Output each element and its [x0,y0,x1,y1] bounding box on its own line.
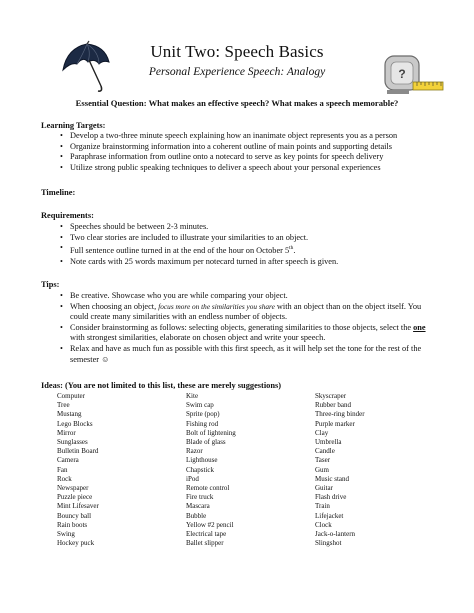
list-item: Ballet slipper [186,539,224,548]
page-subtitle: Personal Experience Speech: Analogy [148,66,326,78]
list-item: • Note cards with 25 words maximum per notecard turned in after speech is given. [60,257,440,268]
list-item: Computer [57,392,85,400]
list-item: Lego Blocks [57,419,93,428]
list-item: Sprite (pop) [186,410,220,419]
tip-strong: one [413,322,426,332]
list-item: Swim cap [186,401,214,410]
list-item: Rain boots [57,520,88,529]
tips-heading: Tips: [41,280,60,289]
list-item: Chapstick [186,465,214,474]
ideas-column-1 [57,392,99,548]
list-item: Rock [57,474,72,483]
list-item [60,243,440,256]
list-item: Newspaper [57,484,89,493]
list-item: Mascara [186,502,210,511]
list-item: Flash drive [315,493,347,502]
list-item: Gum [315,465,329,474]
list-item: Fan [57,465,68,474]
list-item: Camera [57,456,79,465]
ideas-column-2 [186,392,236,548]
requirements-heading: Requirements: [41,211,94,220]
list-item: Train [315,502,330,511]
list-item: Electrical tape [186,530,227,539]
list-item: Candle [315,447,335,456]
list-item: Tree [57,401,70,410]
list-item: Blade of glass [186,438,226,447]
list-item: • Paraphrase information from outline onto a notecard to serve as key points for speech delivery [60,152,440,163]
list-item: • Organize brainstorming information into a coherent outline of main points and supporting details [60,142,440,153]
ideas-heading: Ideas: (You are not limited to this list, these are merely suggestions) [41,381,282,390]
list-item: iPod [186,474,199,483]
list-item: Swing [57,530,75,539]
tips-list [60,291,440,365]
list-item: Razor [186,447,203,456]
list-item: Lighthouse [186,456,218,465]
list-item: • Utilize strong public speaking techniques to deliver a speech about your personal experiences [60,163,440,174]
list-item: Bouncy ball [57,511,92,520]
list-item: Lifejacket [315,511,344,520]
ideas-column-3 [315,392,365,548]
list-item: Guitar [315,484,333,493]
list-item: Three-ring binder [315,410,365,419]
list-item [60,302,440,323]
page-title: Unit Two: Speech Basics [150,42,324,61]
list-item: Music stand [315,474,350,483]
list-item [60,323,440,344]
ordinal-suffix: th [289,245,294,252]
list-item: Sunglasses [57,438,88,447]
list-item: Bolt of lightening [186,428,236,437]
list-item: Puzzle piece [57,493,93,502]
requirement-end: . [293,245,296,255]
list-item: Fire truck [186,493,214,502]
list-item: Kite [186,392,199,400]
list-item: Rubber band [315,401,351,410]
list-item: Yellow #2 pencil [186,520,234,529]
list-item: • Be creative. Showcase who you are while comparing your object. [60,291,440,302]
list-item: Mint Lifesaver [57,502,99,511]
tip-text: with an object than on the object itself. You could create many similarities with an endless number of objects. [70,301,422,322]
list-item: Clay [315,428,329,437]
svg-text:?: ? [398,67,406,81]
list-item: Purple marker [315,419,355,428]
list-item: Remote control [186,484,230,493]
tip-text: Consider brainstorming as follows: selecting objects, generating similarities to those objects, select the [70,322,414,332]
list-item: Umbrella [315,438,342,447]
tip-text: with strongest similarities, elaborate on chosen object and write your speech. [70,333,326,343]
list-item: Mustang [57,410,82,419]
list-item: Slingshot [315,539,342,548]
list-item: • Relax and have as much fun as possible with this first speech, as it will help set the tone for the rest of the semester ☺ [60,344,440,365]
list-item: Taser [315,456,331,465]
list-item: Hockey puck [57,539,95,548]
list-item: • Speeches should be between 2-3 minutes. [60,222,440,233]
list-item: Bubble [186,511,207,520]
list-item: Bulletin Board [57,447,99,456]
list-item: Fishing rod [186,419,219,428]
requirements-list [60,222,440,267]
essential-question: Essential Question: What makes an effective speech? What makes a speech memorable? [75,98,399,108]
tip-text: When choosing an object, [70,301,159,311]
list-item: Mirror [57,428,76,437]
list-item: • Develop a two-three minute speech explaining how an inanimate object represents you as a person [60,131,440,142]
list-item: Jack-o-lantern [315,530,356,539]
list-item: • Two clear stories are included to illustrate your similarities to an object. [60,233,440,244]
learning-targets-list [60,131,440,173]
tip-emphasis: focus more on the similarities you share [158,301,275,311]
timeline-heading: Timeline: [41,188,76,197]
list-item: Skyscraper [315,392,347,400]
requirement-text: Full sentence outline turned in at the end of the hour on October 5 [70,245,290,255]
list-item: Clock [315,520,332,529]
learning-targets-heading: Learning Targets: [41,121,106,130]
